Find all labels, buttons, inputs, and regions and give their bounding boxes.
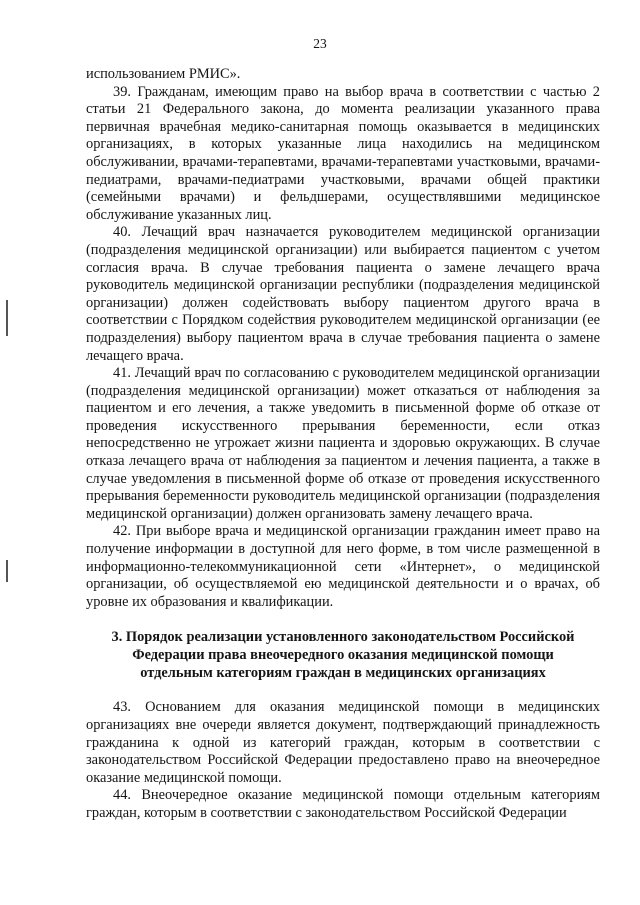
paragraph-text: При выборе врача и медицинской организации гражданин имеет право на получение информации в доступной для него форме, в том числе размещенной в информационно-телекоммуникационной сети «Интернет», о медицинской организации, об осуществляемой ею медицинской деятельности и о врачах, об уровне их образования и квалификации. (86, 523, 600, 610)
paragraph-39 (86, 84, 600, 225)
paragraph-text: Основанием для оказания медицинской помощи в медицинских организациях вне очереди является документ, подтверждающий принадлежность гражданина к одной из категорий граждан, которым в соответствии с законодательством Российской Федерации предоставлено право на внеочередное оказание медицинской помощи. (86, 699, 601, 786)
document-body (86, 66, 600, 823)
scan-edge-mark (6, 300, 8, 336)
page-number: 23 (313, 36, 327, 51)
paragraph-text: Внеочередное оказание медицинской помощи отдельным категориям граждан, которым в соответствии с законодательством Российской Федерации (86, 787, 600, 821)
section-heading-line: отдельным категориям граждан в медицинских организациях (140, 665, 546, 682)
paragraph-40 (86, 224, 600, 365)
paragraph-number: 39. (113, 83, 131, 100)
paragraph-42 (86, 523, 600, 611)
scan-edge-mark (6, 560, 8, 582)
paragraph-number: 41. (113, 365, 131, 382)
paragraph-text: использованием РМИС». (86, 66, 241, 82)
paragraph-number: 44. (113, 787, 131, 804)
paragraph-text: Гражданам, имеющим право на выбор врача в соответствии с частью 2 статьи 21 Федерального закона, до момента реализации указанного права первичная врачебная медико-санитарная помощь оказывается в медицинских организациях, в которых указанные лица находились на медицинском обслуживании, врачами-терапевтами, врачами-терапевтами участковыми, врачами-педиатрами, врачами-педиатрами участковыми, врачами общей практики (семейными врачами) и фельдшерами, осуществлявшими медицинское обслуживание указанных лиц. (86, 83, 600, 223)
paragraph-44 (86, 787, 600, 822)
section-heading (86, 628, 600, 682)
paragraph-number: 40. (113, 224, 131, 241)
section-heading-line: 3. Порядок реализации установленного законодательством Российской (111, 629, 575, 646)
paragraph-number: 42. (113, 523, 131, 540)
paragraph-number: 43. (113, 699, 131, 716)
paragraph-41 (86, 365, 600, 523)
paragraph-text: Лечащий врач назначается руководителем медицинской организации (подразделения медицинской организации) или выбирается пациентом с учетом согласия врача. В случае требования пациента о замене лечащего врача руководитель медицинской организации республики (подразделения медицинской организации) должен содействовать выбору пациентом другого врача в соответствии с Порядком содействия руководителем медицинской организации (ее подразделения) выбору пациентом врача в случае требования пациента о замене лечащего врача. (86, 224, 600, 364)
section-heading-line: Федерации права внеочередного оказания медицинской помощи (132, 647, 554, 664)
paragraph-text: Лечащий врач по согласованию с руководителем медицинской организации (подразделения медицинской организации) может отказаться от наблюдения за пациентом и его лечения, а также уведомить в письменной форме об отказе от проведения искусственного прерывания беременности, если отказ непосредственно не угрожает жизни пациента и здоровью окружающих. В случае отказа лечащего врача от наблюдения за пациентом и лечения пациента, а также в случае уведомления в письменной форме об отказе от проведения искусственного прерывания беременности руководитель медицинской организации (подразделения медицинской организации) должен организовать замену лечащего врача. (86, 365, 600, 522)
paragraph-43 (86, 699, 600, 787)
paragraph-continuation (86, 66, 600, 84)
